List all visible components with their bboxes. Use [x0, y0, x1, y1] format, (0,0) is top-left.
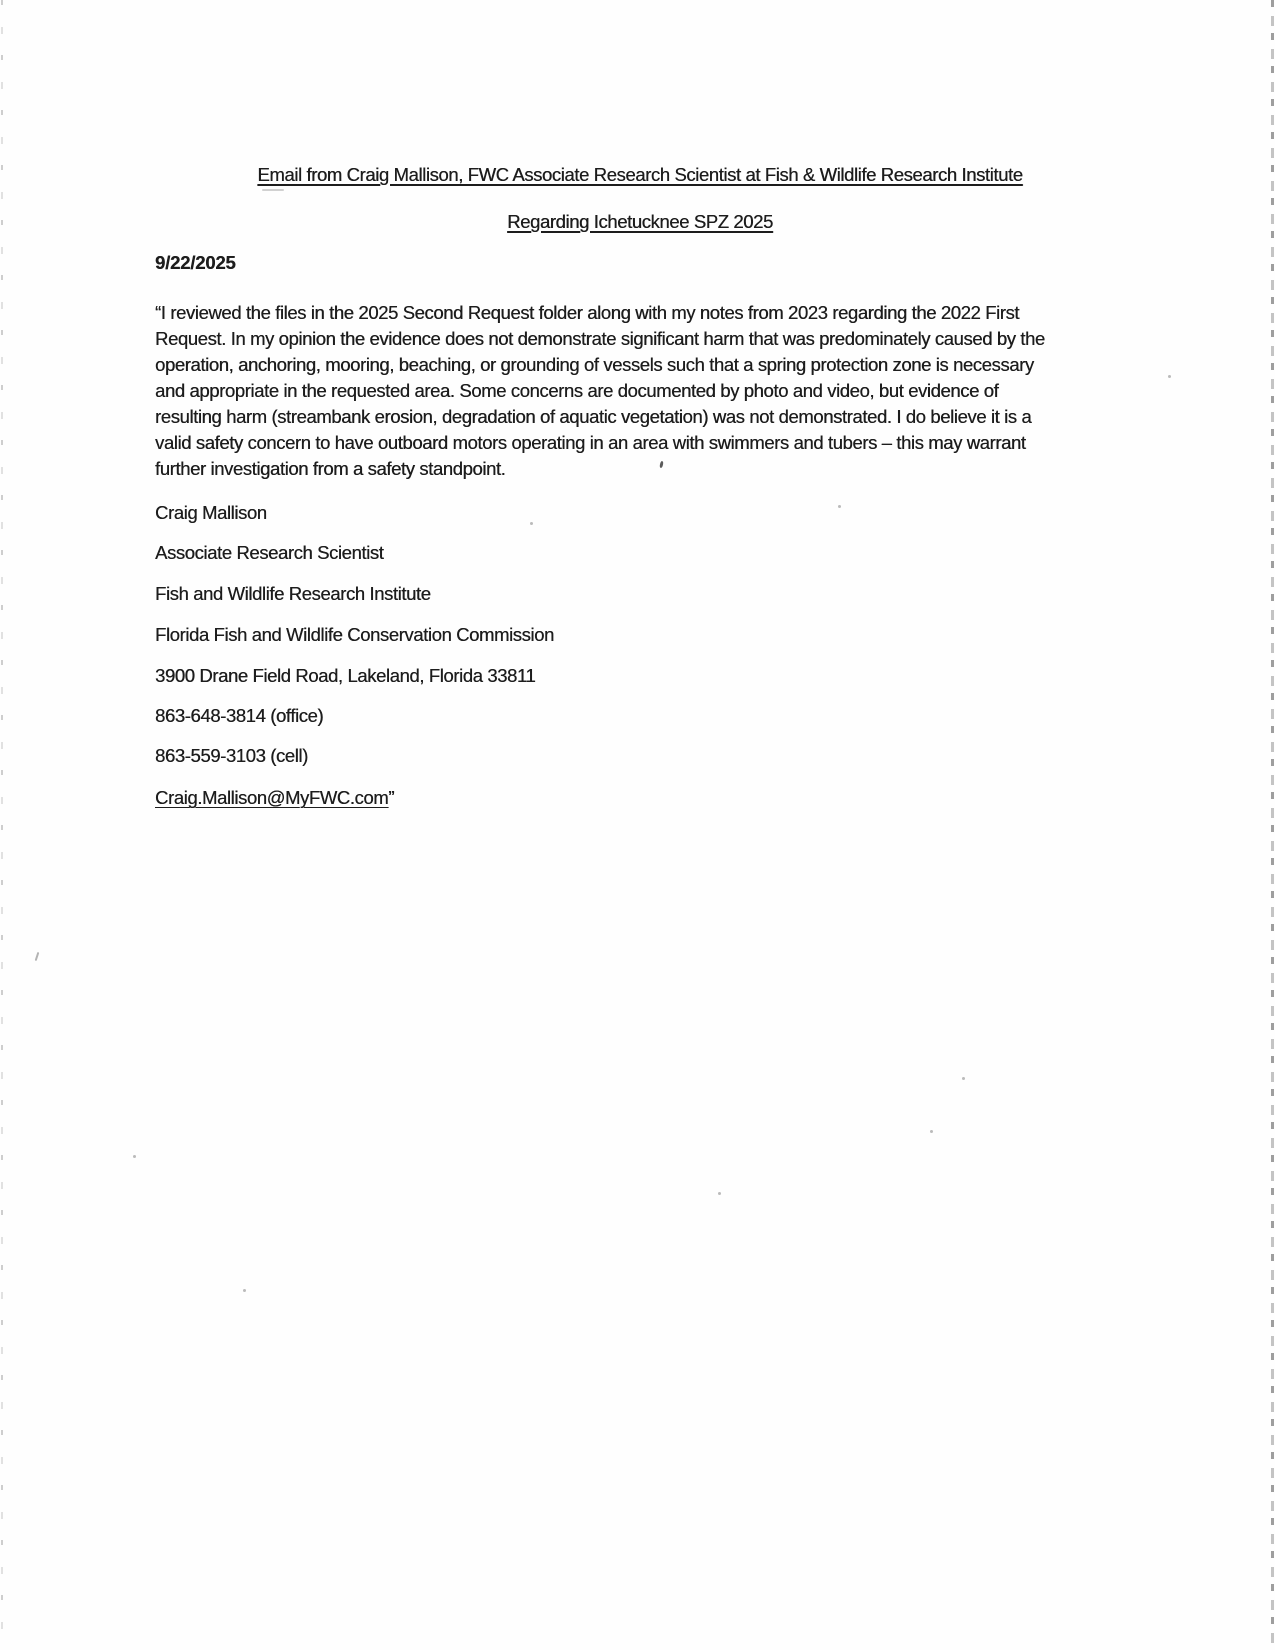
scan-speck: [262, 189, 284, 191]
scan-speck: [962, 1077, 965, 1080]
scan-artifact-right-edge: [1271, 0, 1274, 1650]
scan-speck: [35, 952, 40, 961]
page-subtitle: [155, 210, 1125, 234]
page-title-text: Email from Craig Mallison, FWC Associate Research Scientist at Fish & Wildlife Research Institute: [257, 164, 1023, 185]
scan-speck: [133, 1155, 136, 1158]
body-line: operation, anchoring, mooring, beaching, or grounding of vessels such that a spring protection zone is necessary: [155, 354, 1034, 375]
scan-speck: [718, 1192, 721, 1195]
closing-quote: ”: [388, 787, 395, 808]
signature-institute: Fish and Wildlife Research Institute: [155, 583, 431, 604]
body-line: Request. In my opinion the evidence does not demonstrate significant harm that was predominately caused by the: [155, 328, 1045, 349]
page-title: [155, 163, 1125, 187]
date-line: 9/22/2025: [155, 252, 236, 273]
scan-speck: [930, 1130, 933, 1133]
scan-speck: [838, 505, 841, 508]
email-address: Craig.Mallison@MyFWC.com: [155, 787, 389, 808]
scan-speck: [659, 461, 663, 468]
signature-office-phone: 863-648-3814 (office): [155, 705, 324, 726]
page-subtitle-text: Regarding Ichetucknee SPZ 2025: [507, 211, 773, 232]
scan-speck: [243, 1289, 246, 1292]
body-line: resulting harm (streambank erosion, degradation of aquatic vegetation) was not demonstrated. I do believe it is a: [155, 406, 1032, 427]
email-line: [155, 786, 394, 810]
body-line: further investigation from a safety standpoint.: [155, 458, 506, 479]
scan-speck: [530, 522, 533, 525]
body-line: and appropriate in the requested area. Some concerns are documented by photo and video, but evidence of: [155, 380, 999, 401]
scan-artifact-left-edge: [1, 0, 3, 1650]
signature-cell-phone: 863-559-3103 (cell): [155, 745, 308, 766]
signature-title: Associate Research Scientist: [155, 542, 384, 563]
signature-name: Craig Mallison: [155, 502, 267, 523]
scan-speck: [1168, 375, 1171, 378]
signature-address: 3900 Drane Field Road, Lakeland, Florida 33811: [155, 665, 536, 686]
body-line: valid safety concern to have outboard motors operating in an area with swimmers and tubers – this may warrant: [155, 432, 1026, 453]
body-line: “I reviewed the files in the 2025 Second Request folder along with my notes from 2023 regarding the 2022 First: [155, 302, 1020, 323]
signature-commission: Florida Fish and Wildlife Conservation Commission: [155, 624, 554, 645]
